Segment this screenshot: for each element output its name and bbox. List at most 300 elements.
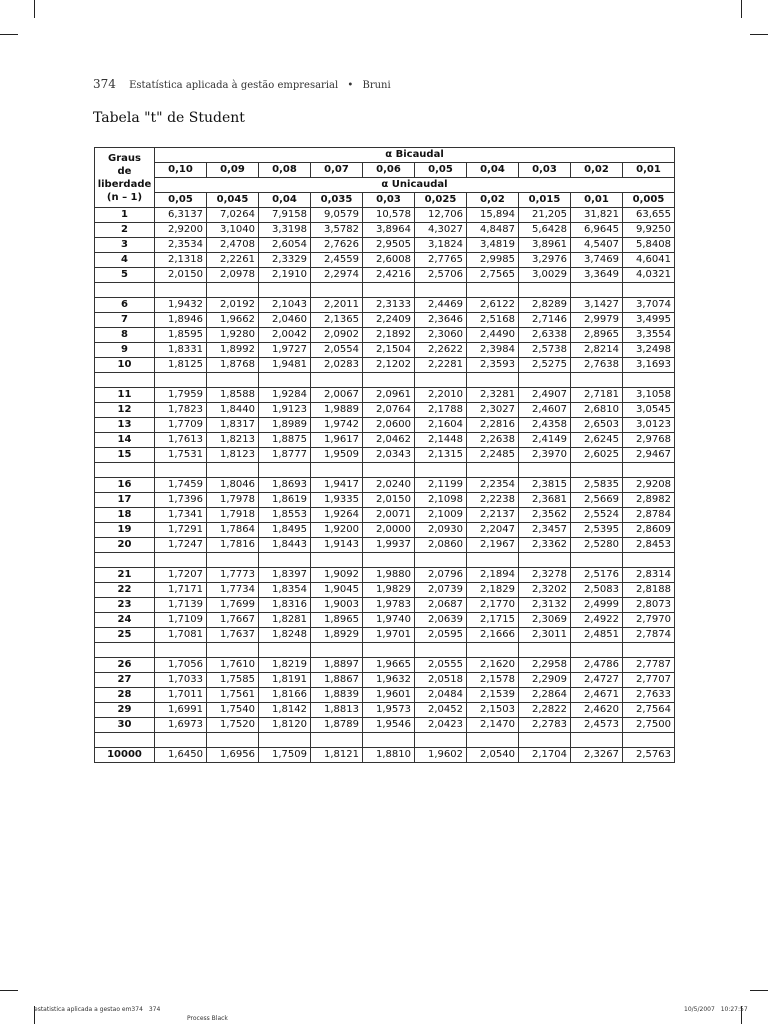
empty-cell (207, 643, 259, 658)
table-row (95, 403, 675, 418)
empty-cell (415, 553, 467, 568)
critical-value-cell: 2,0860 (415, 538, 467, 553)
critical-value-cell: 2,2010 (415, 388, 467, 403)
degrees-of-freedom-cell: 19 (95, 523, 155, 538)
running-head (93, 77, 391, 91)
critical-value-cell: 3,2498 (623, 343, 675, 358)
spacer-row (95, 733, 675, 748)
critical-value-cell: 1,8946 (155, 313, 207, 328)
critical-value-cell: 1,8965 (311, 613, 363, 628)
degrees-of-freedom-cell: 13 (95, 418, 155, 433)
critical-value-cell: 1,9481 (259, 358, 311, 373)
critical-value-cell: 2,1829 (467, 583, 519, 598)
empty-cell (415, 283, 467, 298)
critical-value-cell: 1,8810 (363, 748, 415, 763)
bicaudal-label: α Bicaudal (155, 148, 675, 163)
critical-value-cell: 2,3562 (519, 508, 571, 523)
critical-value-cell: 1,9509 (311, 448, 363, 463)
degrees-of-freedom-cell: 9 (95, 343, 155, 358)
crop-mark (750, 990, 768, 991)
empty-cell (519, 373, 571, 388)
critical-value-cell: 2,1539 (467, 688, 519, 703)
critical-value-cell: 2,0423 (415, 718, 467, 733)
empty-cell (155, 463, 207, 478)
critical-value-cell: 1,9665 (363, 658, 415, 673)
critical-value-cell: 1,8191 (259, 673, 311, 688)
critical-value-cell: 2,1604 (415, 418, 467, 433)
empty-cell (95, 643, 155, 658)
critical-value-cell: 2,1788 (415, 403, 467, 418)
critical-value-cell: 1,7667 (207, 613, 259, 628)
header-line: liberdade (97, 178, 152, 190)
critical-value-cell: 2,1666 (467, 628, 519, 643)
critical-value-cell: 2,3132 (519, 598, 571, 613)
critical-value-cell: 3,3198 (259, 223, 311, 238)
critical-value-cell: 1,8989 (259, 418, 311, 433)
critical-value-cell: 2,8784 (623, 508, 675, 523)
unicaudal-alpha-cell: 0,05 (155, 193, 207, 208)
critical-value-cell: 1,8929 (311, 628, 363, 643)
degrees-of-freedom-cell: 12 (95, 403, 155, 418)
critical-value-cell: 1,7396 (155, 493, 207, 508)
critical-value-cell: 2,4727 (571, 673, 623, 688)
critical-value-cell: 1,9092 (311, 568, 363, 583)
critical-value-cell: 2,0484 (415, 688, 467, 703)
critical-value-cell: 2,2864 (519, 688, 571, 703)
critical-value-cell: 2,1620 (467, 658, 519, 673)
critical-value-cell: 1,7081 (155, 628, 207, 643)
critical-value-cell: 2,8188 (623, 583, 675, 598)
table-row (95, 568, 675, 583)
critical-value-cell: 4,3027 (415, 223, 467, 238)
critical-value-cell: 2,8982 (623, 493, 675, 508)
empty-cell (95, 283, 155, 298)
empty-cell (467, 283, 519, 298)
critical-value-cell: 2,3984 (467, 343, 519, 358)
critical-value-cell: 10,578 (363, 208, 415, 223)
critical-value-cell: 1,9284 (259, 388, 311, 403)
critical-value-cell: 1,9937 (363, 538, 415, 553)
critical-value-cell: 21,205 (519, 208, 571, 223)
critical-value-cell: 2,1894 (467, 568, 519, 583)
critical-value-cell: 2,0796 (415, 568, 467, 583)
critical-value-cell: 2,1715 (467, 613, 519, 628)
critical-value-cell: 2,2354 (467, 478, 519, 493)
table-row (95, 253, 675, 268)
slug-file-name: estatistica aplicada a gestao em374 (34, 1006, 143, 1013)
empty-cell (95, 463, 155, 478)
critical-value-cell: 2,4907 (519, 388, 571, 403)
degrees-of-freedom-cell: 25 (95, 628, 155, 643)
t-distribution-table (94, 147, 675, 763)
critical-value-cell: 2,5395 (571, 523, 623, 538)
empty-cell (571, 733, 623, 748)
critical-value-cell: 1,7109 (155, 613, 207, 628)
critical-value-cell: 3,0029 (519, 268, 571, 283)
table-row (95, 478, 675, 493)
critical-value-cell: 2,2822 (519, 703, 571, 718)
critical-value-cell: 5,6428 (519, 223, 571, 238)
critical-value-cell: 2,3278 (519, 568, 571, 583)
unicaudal-alpha-cell: 0,04 (259, 193, 311, 208)
slug-time: 10:27:57 (720, 1006, 748, 1013)
critical-value-cell: 2,4620 (571, 703, 623, 718)
critical-value-cell: 1,8121 (311, 748, 363, 763)
critical-value-cell: 2,0764 (363, 403, 415, 418)
critical-value-cell: 1,8046 (207, 478, 259, 493)
critical-value-cell: 2,0240 (363, 478, 415, 493)
critical-value-cell: 1,9601 (363, 688, 415, 703)
critical-value-cell: 1,8619 (259, 493, 311, 508)
empty-cell (363, 733, 415, 748)
critical-value-cell: 1,9662 (207, 313, 259, 328)
critical-value-cell: 1,8875 (259, 433, 311, 448)
empty-cell (623, 463, 675, 478)
critical-value-cell: 1,7247 (155, 538, 207, 553)
critical-value-cell: 1,9701 (363, 628, 415, 643)
bicaudal-alpha-cell: 0,01 (623, 163, 675, 178)
critical-value-cell: 2,0595 (415, 628, 467, 643)
critical-value-cell: 1,8553 (259, 508, 311, 523)
critical-value-cell: 2,2047 (467, 523, 519, 538)
critical-value-cell: 2,9505 (363, 238, 415, 253)
table-row (95, 238, 675, 253)
degrees-of-freedom-cell: 22 (95, 583, 155, 598)
critical-value-cell: 1,9617 (311, 433, 363, 448)
unicaudal-alpha-cell: 0,03 (363, 193, 415, 208)
empty-cell (311, 373, 363, 388)
degrees-of-freedom-cell: 20 (95, 538, 155, 553)
critical-value-cell: 1,8595 (155, 328, 207, 343)
slug-page: 374 (148, 1006, 161, 1013)
table-row (95, 313, 675, 328)
empty-cell (207, 553, 259, 568)
header-line: de (117, 165, 132, 177)
crop-mark (0, 34, 18, 35)
critical-value-cell: 2,9979 (571, 313, 623, 328)
empty-cell (519, 463, 571, 478)
empty-cell (259, 373, 311, 388)
critical-value-cell: 1,9045 (311, 583, 363, 598)
degrees-of-freedom-cell: 27 (95, 673, 155, 688)
empty-cell (363, 373, 415, 388)
page-number: 374 (93, 77, 116, 91)
degrees-of-freedom-cell: 16 (95, 478, 155, 493)
critical-value-cell: 1,8166 (259, 688, 311, 703)
table-row (95, 748, 675, 763)
bicaudal-alpha-cell: 0,08 (259, 163, 311, 178)
critical-value-cell: 1,7709 (155, 418, 207, 433)
critical-value-cell: 1,7291 (155, 523, 207, 538)
critical-value-cell: 2,5083 (571, 583, 623, 598)
critical-value-cell: 2,6338 (519, 328, 571, 343)
critical-value-cell: 2,3202 (519, 583, 571, 598)
critical-value-cell: 2,1503 (467, 703, 519, 718)
critical-value-cell: 2,9467 (623, 448, 675, 463)
critical-value-cell: 1,8248 (259, 628, 311, 643)
critical-value-cell: 1,9742 (311, 418, 363, 433)
critical-value-cell: 1,8495 (259, 523, 311, 538)
print-slug-file (34, 1006, 160, 1013)
table-row (95, 628, 675, 643)
critical-value-cell: 2,2261 (207, 253, 259, 268)
degrees-of-freedom-cell: 8 (95, 328, 155, 343)
critical-value-cell: 1,8123 (207, 448, 259, 463)
critical-value-cell: 2,0283 (311, 358, 363, 373)
bicaudal-alpha-cell: 0,09 (207, 163, 259, 178)
critical-value-cell: 2,6810 (571, 403, 623, 418)
critical-value-cell: 1,7509 (259, 748, 311, 763)
critical-value-cell: 2,3593 (467, 358, 519, 373)
critical-value-cell: 3,3649 (571, 268, 623, 283)
critical-value-cell: 2,1318 (155, 253, 207, 268)
crop-mark (741, 0, 742, 18)
empty-cell (363, 643, 415, 658)
critical-value-cell: 1,6991 (155, 703, 207, 718)
critical-value-cell: 3,1427 (571, 298, 623, 313)
critical-value-cell: 3,8961 (519, 238, 571, 253)
critical-value-cell: 2,9208 (623, 478, 675, 493)
critical-value-cell: 2,5835 (571, 478, 623, 493)
critical-value-cell: 3,1058 (623, 388, 675, 403)
table-row (95, 448, 675, 463)
critical-value-cell: 12,706 (415, 208, 467, 223)
critical-value-cell: 1,6450 (155, 748, 207, 763)
critical-value-cell: 2,4559 (311, 253, 363, 268)
spacer-row (95, 553, 675, 568)
empty-cell (467, 733, 519, 748)
critical-value-cell: 2,0071 (363, 508, 415, 523)
critical-value-cell: 2,4149 (519, 433, 571, 448)
critical-value-cell: 3,4819 (467, 238, 519, 253)
critical-value-cell: 1,7585 (207, 673, 259, 688)
critical-value-cell: 9,9250 (623, 223, 675, 238)
critical-value-cell: 2,3681 (519, 493, 571, 508)
critical-value-cell: 1,8867 (311, 673, 363, 688)
empty-cell (95, 373, 155, 388)
table-row (95, 208, 675, 223)
table-row (95, 523, 675, 538)
critical-value-cell: 2,8965 (571, 328, 623, 343)
critical-value-cell: 3,7074 (623, 298, 675, 313)
critical-value-cell: 2,2137 (467, 508, 519, 523)
critical-value-cell: 1,8839 (311, 688, 363, 703)
critical-value-cell: 2,0930 (415, 523, 467, 538)
critical-value-cell: 2,2238 (467, 493, 519, 508)
critical-value-cell: 1,8219 (259, 658, 311, 673)
empty-cell (95, 733, 155, 748)
table-row (95, 688, 675, 703)
critical-value-cell: 1,8354 (259, 583, 311, 598)
header-line: Graus (108, 152, 141, 164)
empty-cell (363, 283, 415, 298)
critical-value-cell: 2,4358 (519, 418, 571, 433)
empty-cell (311, 643, 363, 658)
critical-value-cell: 2,3027 (467, 403, 519, 418)
crop-mark (750, 34, 768, 35)
critical-value-cell: 2,1315 (415, 448, 467, 463)
critical-value-cell: 2,5738 (519, 343, 571, 358)
empty-cell (207, 373, 259, 388)
critical-value-cell: 3,4995 (623, 313, 675, 328)
critical-value-cell: 3,7469 (571, 253, 623, 268)
bicaudal-alpha-cell: 0,10 (155, 163, 207, 178)
separator: • (347, 80, 354, 91)
critical-value-cell: 2,3281 (467, 388, 519, 403)
critical-value-cell: 2,2409 (363, 313, 415, 328)
table-row (95, 673, 675, 688)
critical-value-cell: 2,7565 (467, 268, 519, 283)
critical-value-cell: 2,6122 (467, 298, 519, 313)
critical-value-cell: 3,5782 (311, 223, 363, 238)
critical-value-cell: 2,0540 (467, 748, 519, 763)
critical-value-cell: 1,7699 (207, 598, 259, 613)
empty-cell (311, 733, 363, 748)
critical-value-cell: 1,7864 (207, 523, 259, 538)
critical-value-cell: 3,1040 (207, 223, 259, 238)
unicaudal-alpha-cell: 0,045 (207, 193, 259, 208)
critical-value-cell: 6,9645 (571, 223, 623, 238)
critical-value-cell: 7,9158 (259, 208, 311, 223)
critical-value-cell: 2,3329 (259, 253, 311, 268)
critical-value-cell: 1,7520 (207, 718, 259, 733)
critical-value-cell: 2,3970 (519, 448, 571, 463)
critical-value-cell: 2,3069 (519, 613, 571, 628)
critical-value-cell: 2,1892 (363, 328, 415, 343)
critical-value-cell: 2,6025 (571, 448, 623, 463)
empty-cell (311, 553, 363, 568)
bicaudal-alpha-cell: 0,03 (519, 163, 571, 178)
critical-value-cell: 2,0000 (363, 523, 415, 538)
critical-value-cell: 1,9829 (363, 583, 415, 598)
critical-value-cell: 2,5280 (571, 538, 623, 553)
critical-value-cell: 1,7139 (155, 598, 207, 613)
critical-value-cell: 1,8789 (311, 718, 363, 733)
critical-value-cell: 1,9783 (363, 598, 415, 613)
critical-value-cell: 2,4607 (519, 403, 571, 418)
empty-cell (207, 733, 259, 748)
empty-cell (155, 283, 207, 298)
critical-value-cell: 2,2816 (467, 418, 519, 433)
header-row-bicaudal-label (95, 148, 675, 163)
critical-value-cell: 1,9740 (363, 613, 415, 628)
critical-value-cell: 2,7765 (415, 253, 467, 268)
empty-cell (415, 373, 467, 388)
critical-value-cell: 4,5407 (571, 238, 623, 253)
spacer-row (95, 373, 675, 388)
critical-value-cell: 2,0518 (415, 673, 467, 688)
critical-value-cell: 2,8609 (623, 523, 675, 538)
critical-value-cell: 2,8314 (623, 568, 675, 583)
critical-value-cell: 2,7874 (623, 628, 675, 643)
critical-value-cell: 2,1448 (415, 433, 467, 448)
unicaudal-alpha-cell: 0,015 (519, 193, 571, 208)
critical-value-cell: 2,2281 (415, 358, 467, 373)
critical-value-cell: 2,7970 (623, 613, 675, 628)
degrees-of-freedom-cell: 28 (95, 688, 155, 703)
critical-value-cell: 1,8588 (207, 388, 259, 403)
empty-cell (259, 283, 311, 298)
critical-value-cell: 1,9573 (363, 703, 415, 718)
empty-cell (519, 733, 571, 748)
critical-value-cell: 1,8316 (259, 598, 311, 613)
unicaudal-alpha-cell: 0,01 (571, 193, 623, 208)
critical-value-cell: 4,8487 (467, 223, 519, 238)
table-row (95, 433, 675, 448)
critical-value-cell: 2,7638 (571, 358, 623, 373)
unicaudal-alpha-cell: 0,02 (467, 193, 519, 208)
critical-value-cell: 2,0902 (311, 328, 363, 343)
critical-value-cell: 2,4999 (571, 598, 623, 613)
degrees-of-freedom-cell: 21 (95, 568, 155, 583)
table-row (95, 268, 675, 283)
critical-value-cell: 3,1693 (623, 358, 675, 373)
degrees-of-freedom-cell: 5 (95, 268, 155, 283)
critical-value-cell: 2,1578 (467, 673, 519, 688)
critical-value-cell: 2,7707 (623, 673, 675, 688)
critical-value-cell: 2,1704 (519, 748, 571, 763)
empty-cell (623, 643, 675, 658)
critical-value-cell: 2,4671 (571, 688, 623, 703)
degrees-of-freedom-cell: 11 (95, 388, 155, 403)
critical-value-cell: 2,7181 (571, 388, 623, 403)
degrees-of-freedom-cell: 14 (95, 433, 155, 448)
table-row (95, 493, 675, 508)
critical-value-cell: 2,4922 (571, 613, 623, 628)
bicaudal-alpha-cell: 0,06 (363, 163, 415, 178)
degrees-of-freedom-cell: 3 (95, 238, 155, 253)
critical-value-cell: 1,9280 (207, 328, 259, 343)
critical-value-cell: 2,3060 (415, 328, 467, 343)
critical-value-cell: 2,1043 (259, 298, 311, 313)
critical-value-cell: 2,0192 (207, 298, 259, 313)
critical-value-cell: 1,9432 (155, 298, 207, 313)
empty-cell (467, 463, 519, 478)
empty-cell (623, 553, 675, 568)
empty-cell (363, 463, 415, 478)
critical-value-cell: 1,8777 (259, 448, 311, 463)
critical-value-cell: 2,0687 (415, 598, 467, 613)
print-slug-process: Process Black (187, 1015, 228, 1022)
critical-value-cell: 2,5669 (571, 493, 623, 508)
degrees-of-freedom-cell: 29 (95, 703, 155, 718)
critical-value-cell: 1,7033 (155, 673, 207, 688)
table-row (95, 703, 675, 718)
critical-value-cell: 2,7146 (519, 313, 571, 328)
critical-value-cell: 1,7171 (155, 583, 207, 598)
degrees-of-freedom-cell: 6 (95, 298, 155, 313)
critical-value-cell: 1,7540 (207, 703, 259, 718)
critical-value-cell: 1,8813 (311, 703, 363, 718)
critical-value-cell: 7,0264 (207, 208, 259, 223)
critical-value-cell: 2,0042 (259, 328, 311, 343)
critical-value-cell: 2,2783 (519, 718, 571, 733)
critical-value-cell: 2,7626 (311, 238, 363, 253)
critical-value-cell: 2,0460 (259, 313, 311, 328)
critical-value-cell: 2,0462 (363, 433, 415, 448)
critical-value-cell: 1,8992 (207, 343, 259, 358)
critical-value-cell: 2,4469 (415, 298, 467, 313)
critical-value-cell: 1,7056 (155, 658, 207, 673)
critical-value-cell: 1,7613 (155, 433, 207, 448)
empty-cell (467, 373, 519, 388)
empty-cell (519, 643, 571, 658)
critical-value-cell: 2,1910 (259, 268, 311, 283)
empty-cell (155, 733, 207, 748)
bicaudal-alpha-cell: 0,04 (467, 163, 519, 178)
critical-value-cell: 2,0978 (207, 268, 259, 283)
critical-value-cell: 2,8289 (519, 298, 571, 313)
